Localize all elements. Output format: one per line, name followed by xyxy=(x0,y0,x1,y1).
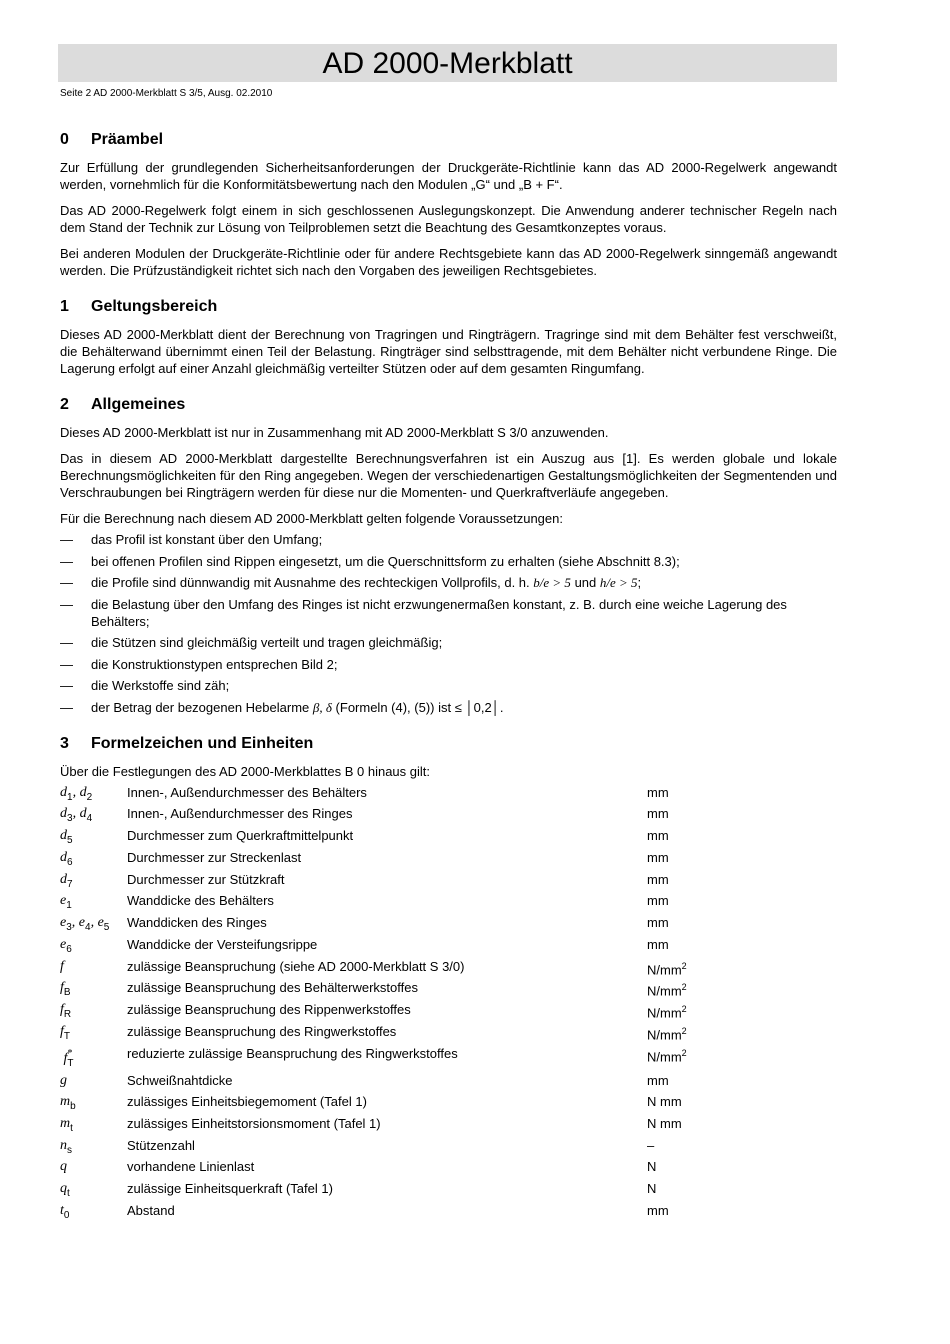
symbol: $d_1$, $d_2$ xyxy=(60,784,93,803)
symbol: $m_t$ xyxy=(60,1115,73,1134)
symbol-unit: N mm xyxy=(647,1094,682,1110)
symbol-unit: $N/mm^2$ xyxy=(647,1047,687,1065)
symbol: q xyxy=(60,1159,67,1175)
table-row xyxy=(60,1158,837,1180)
formula: │0,2│ xyxy=(465,699,500,715)
list-item: — bei offenen Profilen sind Rippen eingesetzt, um die Querschnittsform zu erhalten (siehe Abschnitt 8.3); xyxy=(60,553,680,569)
symbol-unit: mm xyxy=(647,937,669,953)
dash-marker: — xyxy=(60,635,73,650)
symbol-description: reduzierte zulässige Beanspruchung des Ringwerkstoffes xyxy=(127,1045,458,1061)
paragraph: Für die Berechnung nach diesem AD 2000-Merkblatt gelten folgende Voraussetzungen: xyxy=(60,511,563,526)
dash-marker: — xyxy=(60,575,73,590)
requirements-list xyxy=(60,531,837,716)
paragraph: Bei anderen Modulen der Druckgeräte-Richtlinie oder für andere Rechtsgebiete kann das AD 2000-Regelwerk sinngemäß angewandt werden. Die Prüfzuständigkeit richtet sich nach den Vorgaben des jeweiligen Rechtsgebietes. xyxy=(60,246,837,278)
section-heading xyxy=(60,395,837,415)
symbol: $e_1$ xyxy=(60,893,72,912)
section-general xyxy=(60,395,837,716)
table-row xyxy=(60,1072,837,1094)
table-row xyxy=(60,958,837,980)
section-number: 0 xyxy=(60,131,69,148)
symbol-description: Durchmesser zur Streckenlast xyxy=(127,849,302,865)
symbol-unit: N xyxy=(647,1180,657,1196)
symbol-description: Durchmesser zum Querkraftmittelpunkt xyxy=(127,828,354,844)
symbol-unit: mm xyxy=(647,893,669,909)
table-row xyxy=(60,805,837,827)
table-row xyxy=(60,1202,837,1224)
symbol-unit: $N/mm^2$ xyxy=(647,960,687,978)
symbol-description: Schweißnahtdicke xyxy=(127,1072,233,1088)
document-title: AD 2000-Merkblatt xyxy=(322,47,573,80)
section-title: Allgemeines xyxy=(91,396,186,413)
symbol: $f_T$ xyxy=(60,1023,70,1042)
section-heading xyxy=(60,130,837,150)
symbol: f xyxy=(60,958,64,974)
section-heading xyxy=(60,734,837,754)
dash-marker: — xyxy=(60,678,73,693)
list-item: — die Konstruktionstypen entsprechen Bild 2; xyxy=(60,656,338,672)
section-symbols xyxy=(60,734,837,1224)
dash-marker: — xyxy=(60,532,73,547)
symbol: $m_b$ xyxy=(60,1094,76,1112)
paragraph: Das AD 2000-Regelwerk folgt einem in sich geschlossenen Auslegungskonzept. Die Anwendung anderer technischer Regeln nach dem Stand der Technik zur Lösung von Teilproblemen setzt die Beachtung des Gesamtkonzeptes voraus. xyxy=(60,203,837,235)
section-preamble xyxy=(60,130,837,279)
section-number: 3 xyxy=(60,734,69,752)
table-row xyxy=(60,1115,837,1137)
symbol-unit: $N/mm^2$ xyxy=(647,1004,687,1021)
list-item: — das Profil ist konstant über den Umfang; xyxy=(60,532,323,547)
section-title: Formelzeichen und Einheiten xyxy=(91,734,314,752)
symbol: $d_3$, $d_4$ xyxy=(60,806,93,825)
symbol-description: vorhandene Linienlast xyxy=(127,1159,255,1175)
list-item: — die Werkstoffe sind zäh; xyxy=(60,678,230,693)
paragraph: Zur Erfüllung der grundlegenden Sicherheitsanforderungen der Druckgeräte-Richtlinie kann das AD 2000-Regelwerk angewandt werden, vornehmlich für die Konformitätsbewertung nach den Modulen „G“ und „B + F“. xyxy=(60,160,837,192)
symbol-description: Abstand xyxy=(127,1202,175,1218)
symbol: $t_0$ xyxy=(60,1202,70,1221)
symbol-description: zulässige Beanspruchung des Ringwerkstoffes xyxy=(127,1023,397,1039)
symbol-description: zulässiges Einheitsbiegemoment (Tafel 1) xyxy=(127,1094,367,1110)
table-row xyxy=(60,1045,837,1072)
symbol-unit: $N/mm^2$ xyxy=(647,982,687,999)
symbol-description: Wanddicken des Ringes xyxy=(127,915,267,931)
symbol-description: Wanddicke des Behälters xyxy=(127,893,274,909)
symbol-unit: mm xyxy=(647,806,669,822)
section-title: Präambel xyxy=(91,131,164,148)
symbol-description: Durchmesser zur Stützkraft xyxy=(127,871,285,887)
table-row xyxy=(60,979,837,1001)
list-item: — die Stützen sind gleichmäßig verteilt und tragen gleichmäßig; xyxy=(60,635,443,650)
symbol-description: zulässige Beanspruchung (siehe AD 2000-Merkblatt S 3/0) xyxy=(127,958,465,974)
dash-marker: — xyxy=(60,553,73,569)
table-row xyxy=(60,827,837,849)
symbol-description: Wanddicke der Versteifungsrippe xyxy=(127,937,318,953)
table-row xyxy=(60,784,837,806)
paragraph: Über die Festlegungen des AD 2000-Merkblattes B 0 hinaus gilt: xyxy=(60,763,430,779)
symbol: $d_7$ xyxy=(60,871,73,890)
symbol-unit: mm xyxy=(647,915,669,931)
table-row xyxy=(60,1137,837,1159)
symbols-table xyxy=(60,784,837,1224)
formula: β, δ xyxy=(312,699,332,715)
symbol-description: zulässige Einheitsquerkraft (Tafel 1) xyxy=(127,1180,333,1196)
symbol-unit: mm xyxy=(647,849,669,865)
table-row xyxy=(60,1180,837,1202)
symbol-description: zulässiges Einheitstorsionsmoment (Tafel 1) xyxy=(127,1115,381,1131)
table-row xyxy=(60,936,837,958)
list-item: — die Profile sind dünnwandig mit Ausnahme des rechteckigen Vollprofils, d. h. b/e > 5 und h/e > 5; xyxy=(60,575,642,590)
section-number: 2 xyxy=(60,396,69,413)
symbol: $f_T^*$ xyxy=(60,1047,74,1069)
page-info: Seite 2 AD 2000-Merkblatt S 3/5, Ausg. 02.2010 xyxy=(60,88,273,99)
dash-marker: — xyxy=(60,596,73,612)
symbol: $d_5$ xyxy=(60,828,73,846)
symbol-unit: mm xyxy=(647,1072,669,1088)
symbol-description: zulässige Beanspruchung des Behälterwerkstoffes xyxy=(127,980,418,996)
symbol: $f_B$ xyxy=(60,980,71,999)
symbol: g xyxy=(60,1072,67,1088)
symbol-description: zulässige Beanspruchung des Rippenwerkstoffes xyxy=(127,1002,411,1018)
paragraph: Dieses AD 2000-Merkblatt dient der Berechnung von Tragringen und Ringträgern. Tragringe sind mit dem Behälter fest verschweißt, die Behälterwand übernimmt einen Teil der Belastung. Ringträger sind selbsttragende, mit dem Behälter nicht verbundene Ringe. Die Lagerung erfolgt auf einer Anzahl gleichmäßig verteilter Stützen oder auf dem gesamten Ringumfang. xyxy=(60,327,837,376)
dash-marker: — xyxy=(60,656,73,672)
list-item: — der Betrag der bezogenen Hebelarme β, δ (Formeln (4), (5)) ist ≤ │0,2│. xyxy=(60,699,504,715)
table-row xyxy=(60,914,837,936)
symbol-unit: N xyxy=(647,1159,657,1175)
formula: h/e > 5 xyxy=(599,575,638,590)
symbol-description: Innen-, Außendurchmesser des Behälters xyxy=(127,784,367,800)
list-item: — die Belastung über den Umfang des Ringes ist nicht erzwungenermaßen konstant, z. B. durch eine weiche Lagerung des Behälters; xyxy=(60,596,787,629)
paragraph: Dieses AD 2000-Merkblatt ist nur in Zusammenhang mit AD 2000-Merkblatt S 3/0 anzuwenden. xyxy=(60,425,609,440)
table-row xyxy=(60,871,837,893)
symbol-unit: mm xyxy=(647,871,669,887)
symbol-unit: mm xyxy=(647,784,669,800)
table-row xyxy=(60,1093,837,1115)
symbol-unit: N mm xyxy=(647,1115,682,1131)
symbol: $d_6$ xyxy=(60,849,73,868)
symbol: $n_s$ xyxy=(60,1137,72,1156)
symbol: $e_3$, $e_4$, $e_5$ xyxy=(60,915,110,934)
section-title: Geltungsbereich xyxy=(91,298,218,315)
section-number: 1 xyxy=(60,298,69,315)
table-row xyxy=(60,849,837,871)
symbol: $f_R$ xyxy=(60,1002,72,1020)
table-row xyxy=(60,892,837,914)
document-header xyxy=(58,44,837,82)
section-scope xyxy=(60,297,837,377)
table-row xyxy=(60,1001,837,1023)
symbol-description: Stützenzahl xyxy=(127,1137,195,1153)
dash-marker: — xyxy=(60,699,73,715)
section-heading xyxy=(60,297,837,317)
symbol-unit: mm xyxy=(647,1202,669,1218)
symbol-unit: $N/mm^2$ xyxy=(647,1025,687,1043)
formula: b/e > 5 xyxy=(533,575,571,590)
symbol-unit: – xyxy=(647,1137,655,1153)
symbol: $q_t$ xyxy=(60,1180,70,1199)
table-row xyxy=(60,1023,837,1045)
symbol: $e_6$ xyxy=(60,937,72,955)
symbol-description: Innen-, Außendurchmesser des Ringes xyxy=(127,806,353,822)
symbol-unit: mm xyxy=(647,828,669,844)
document-body xyxy=(60,130,837,1242)
paragraph: Das in diesem AD 2000-Merkblatt dargestellte Berechnungsverfahren ist ein Auszug aus [1]. Es werden globale und lokale Berechnungsmöglichkeiten für den Ring angegeben. Wegen der verschiedenartigen Gestaltungsmöglichkeiten der Segmentenden und Verschraubungen bei Ringträgern werden für diese nur die Momenten- und Querkraftverläufe angegeben. xyxy=(60,451,837,500)
